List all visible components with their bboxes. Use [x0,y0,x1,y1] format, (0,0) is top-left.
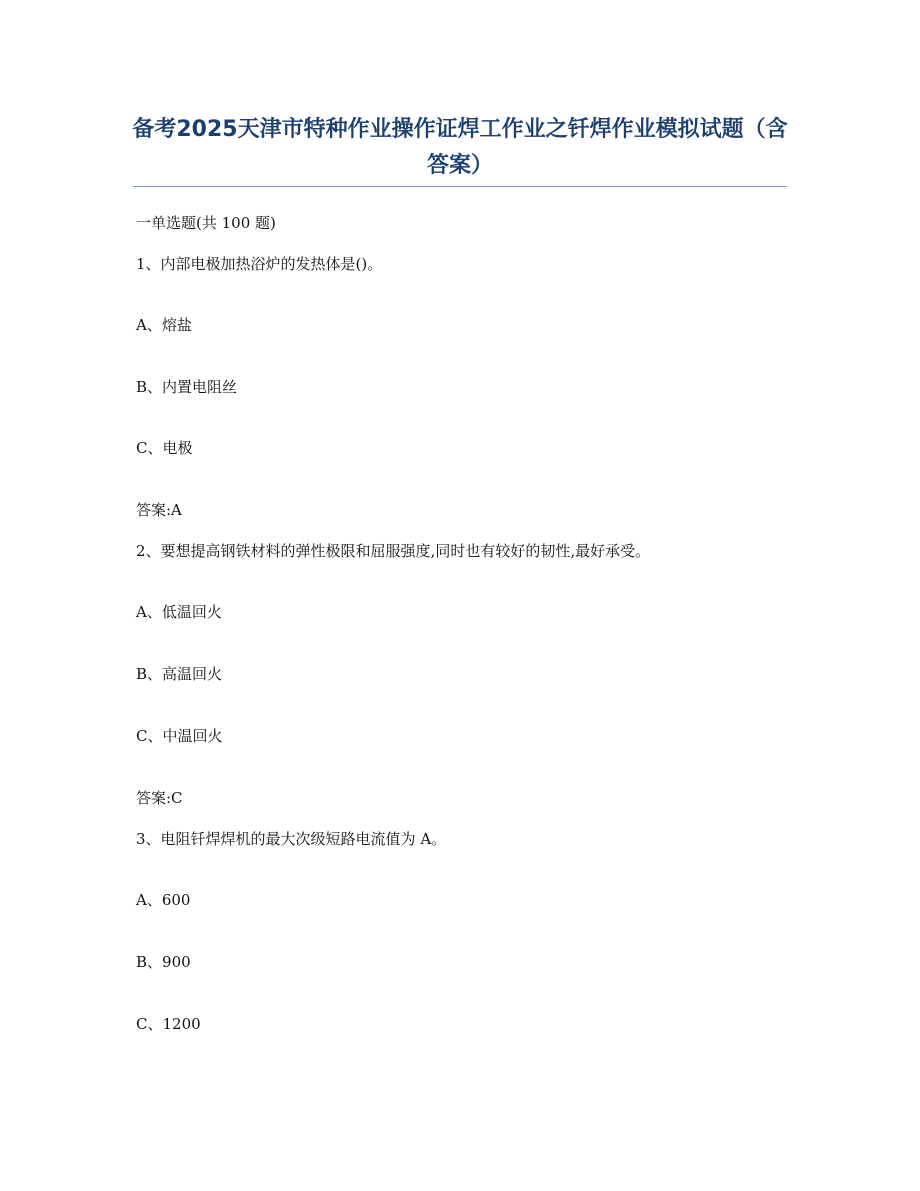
option-c: C、电极 [136,439,193,457]
title-divider [133,186,787,187]
question-stem: 2、要想提高钢铁材料的弹性极限和屈服强度,同时也有较好的韧性,最好承受。 [136,542,651,560]
answer: 答案:A [136,501,182,519]
question-stem: 1、内部电极加热浴炉的发热体是()。 [136,255,383,273]
option-c: C、中温回火 [136,727,223,745]
option-b: B、内置电阻丝 [136,378,238,396]
option-b: B、900 [136,953,191,971]
question-stem: 3、电阻钎焊焊机的最大次级短路电流值为 A。 [136,830,447,848]
answer: 答案:C [136,789,183,807]
document-title: 备考2025天津市特种作业操作证焊工作业之钎焊作业模拟试题（含答案） [132,117,788,178]
section-header: 一单选题(共 100 题) [136,214,276,232]
option-b: B、高温回火 [136,665,223,683]
option-c: C、1200 [136,1015,201,1033]
option-a: A、熔盐 [136,316,192,334]
option-a: A、低温回火 [136,603,222,621]
option-a: A、600 [136,891,191,909]
